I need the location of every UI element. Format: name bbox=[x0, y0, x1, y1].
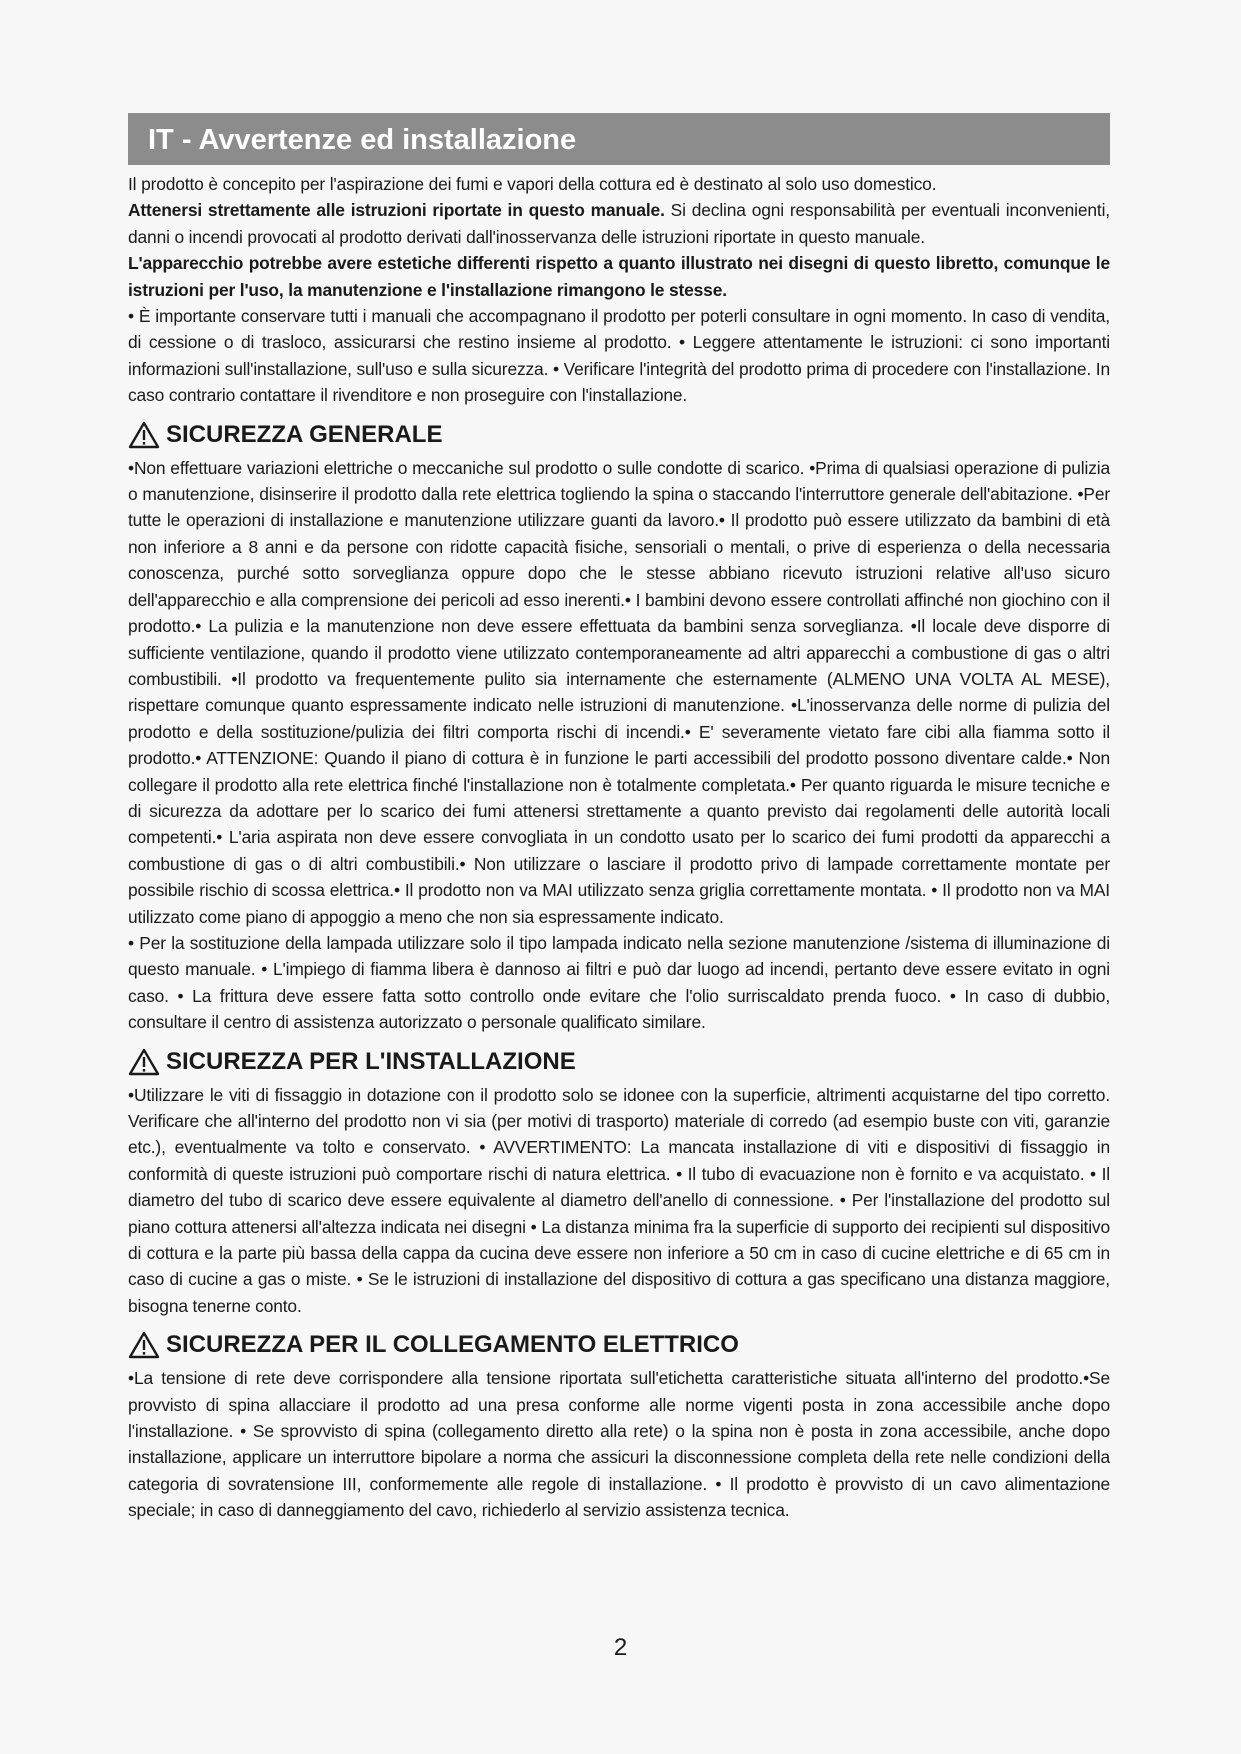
section-heading bbox=[128, 1325, 1110, 1365]
page-title: IT - Avvertenze ed installazione bbox=[128, 113, 1110, 165]
section-paragraph: • Per la sostituzione della lampada utilizzare solo il tipo lampada indicato nella sezione manutenzione /sistema di illuminazione di questo manuale. • L'impiego di fiamma libera è dannoso ai filtri e può dar luogo ad incendi, pertanto deve essere evitato in ogni caso. • La frittura deve essere fatta sotto controllo onde evitare che l'olio surriscaldato prenda fuoco. • In caso di dubbio, consultare il centro di assistenza autorizzato o personale qualificato similare. bbox=[128, 932, 1110, 1033]
section-title: SICUREZZA PER IL COLLEGAMENTO ELETTRICO bbox=[166, 1331, 739, 1359]
intro-text: Si declina ogni responsabilità per eventuali inconvenienti, danni o incendi provocati al prodotto derivati dall'inosservanza delle istruzioni riportate in questo manuale. bbox=[128, 200, 1110, 247]
intro-paragraph: Il prodotto è concepito per l'aspirazione dei fumi e vapori della cottura ed è destinato al solo uso domestico. bbox=[128, 174, 937, 194]
intro-paragraph: • È importante conservare tutti i manuali che accompagnano il prodotto per poterli consultare in ogni momento. In caso di vendita, di cessione o di trasloco, assicurarsi che restino insieme al prodotto. • Leggere attentamente le istruzioni: ci sono importanti informazioni sull'installazione, sull'uso e sulla sicurezza. • Verificare l'integrità del prodotto prima di procedere con l'installazione. In caso contrario contattare il rivenditore e non proseguire con l'installazione. bbox=[128, 306, 1110, 406]
section-paragraph: •Utilizzare le viti di fissaggio in dotazione con il prodotto solo se idonee con la superficie, altrimenti acquistarne del tipo corretto. Verificare che all'interno del prodotto non vi sia (per motivi di trasporto) materiale di corredo (ad esempio buste con viti, garanzie etc.), eventualmente va tolto e conservato. • AVVERTIMENTO: La mancata installazione di viti e dispositivi di fissaggio in conformità di queste istruzioni può comportare rischi di natura elettrica. • Il tubo di evacuazione non è fornito e va acquistato. • Il diametro del tubo di scarico deve essere equivalente al diametro dell'anello di connessione. • Per l'installazione del prodotto sul piano cottura attenersi all'altezza indicata nei disegni • La distanza minima fra la superficie di supporto dei recipienti sul dispositivo di cottura e la parte più bassa della cappa da cucina deve essere non inferiore a 50 cm in caso di cucine elettriche e di 65 cm in caso di cucine a gas o miste. • Se le istruzioni di installazione del dispositivo di cottura a gas specificano una distanza maggiore, bisogna tenerne conto. bbox=[128, 1084, 1110, 1316]
warning-triangle-icon bbox=[128, 1331, 160, 1359]
section-title: SICUREZZA PER L'INSTALLAZIONE bbox=[166, 1047, 576, 1075]
section-title: SICUREZZA GENERALE bbox=[166, 420, 443, 448]
intro-bold-paragraph: L'apparecchio potrebbe avere estetiche differenti rispetto a quanto illustrato nei disegni di questo libretto, comunque le istruzioni per l'uso, la manutenzione e l'installazione rimangono le stesse. bbox=[128, 253, 1110, 300]
page-content bbox=[128, 113, 1110, 1524]
section-paragraph: •La tensione di rete deve corrispondere alla tensione riportata sull'etichetta caratteristiche situata all'interno del prodotto.•Se provvisto di spina allacciare il prodotto ad una presa conforme alle norme vigenti posta in zona accessibile anche dopo l'installazione. • Se sprovvisto di spina (collegamento diretto alla rete) o la spina non è posta in zona accessibile, anche dopo installazione, applicare un interruttore bipolare a norma che assicuri la disconnessione completa della rete nelle condizioni della categoria di sovratensione III, conformemente alle regole di installazione. • Il prodotto è provvisto di un cavo alimentazione speciale; in caso di danneggiamento del cavo, richiederlo al servizio assistenza tecnica. bbox=[128, 1368, 1110, 1521]
warning-triangle-icon bbox=[128, 421, 160, 449]
section-heading bbox=[128, 1042, 1110, 1082]
warning-triangle-icon bbox=[128, 1048, 160, 1076]
intro-paragraph bbox=[128, 197, 1110, 250]
section-paragraph: •Non effettuare variazioni elettriche o meccaniche sul prodotto o sulle condotte di scarico. •Prima di qualsiasi operazione di pulizia o manutenzione, disinserire il prodotto dalla rete elettrica togliendo la spina o staccando l'interruttore generale dell'abitazione. •Per tutte le operazioni di installazione e manutenzione utilizzare guanti da lavoro.• Il prodotto può essere utilizzato da bambini di età non inferiore a 8 anni e da persone con ridotte capacità fisiche, sensoriali o mentali, o prive di esperienza o della necessaria conoscenza, purché sotto sorveglianza oppure dopo che le stesse abbiano ricevuto istruzioni relative all'uso sicuro dell'apparecchio e alla comprensione dei pericoli ad esso inerenti.• I bambini devono essere controllati affinché non giochino con il prodotto.• La pulizia e la manutenzione non deve essere effettuata da bambini senza sorveglianza. •Il locale deve disporre di sufficiente ventilazione, quando il prodotto viene utilizzato contemporaneamente ad altri apparecchi a combustione di gas o altri combustibili. •Il prodotto va frequentemente pulito sia internamente che esternamente (ALMENO UNA VOLTA AL MESE), rispettare comunque quanto espressamente indicato nelle istruzioni di manutenzione. •L'inosservanza delle norme di pulizia del prodotto e della sostituzione/pulizia dei filtri comporta rischi di incendi.• E' severamente vietato fare cibi alla fiamma sotto il prodotto.• ATTENZIONE: Quando il piano di cottura è in funzione le parti accessibili del prodotto possono diventare calde.• Non collegare il prodotto alla rete elettrica finché l'installazione non è totalmente completata.• Per quanto riguarda le misure tecniche e di sicurezza da adottare per lo scarico dei fumi attenersi strettamente a quanto previsto dai regolamenti delle autorità locali competenti.• L'aria aspirata non deve essere convogliata in un condotto usato per lo scarico dei fumi prodotti da apparecchi a combustione di gas o di altri combustibili.• Non utilizzare o lasciare il prodotto privo di lampade correttamente montate per possibile rischio di scossa elettrica.• Il prodotto non va MAI utilizzato senza griglia correttamente montata. • Il prodotto non va MAI utilizzato come piano di appoggio a meno che non sia espressamente indicato. bbox=[128, 457, 1110, 927]
page-number: 2 bbox=[613, 1634, 628, 1661]
intro-bold-text: Attenersi strettamente alle istruzioni riportate in questo manuale. bbox=[128, 200, 665, 221]
section-heading bbox=[128, 415, 1110, 455]
